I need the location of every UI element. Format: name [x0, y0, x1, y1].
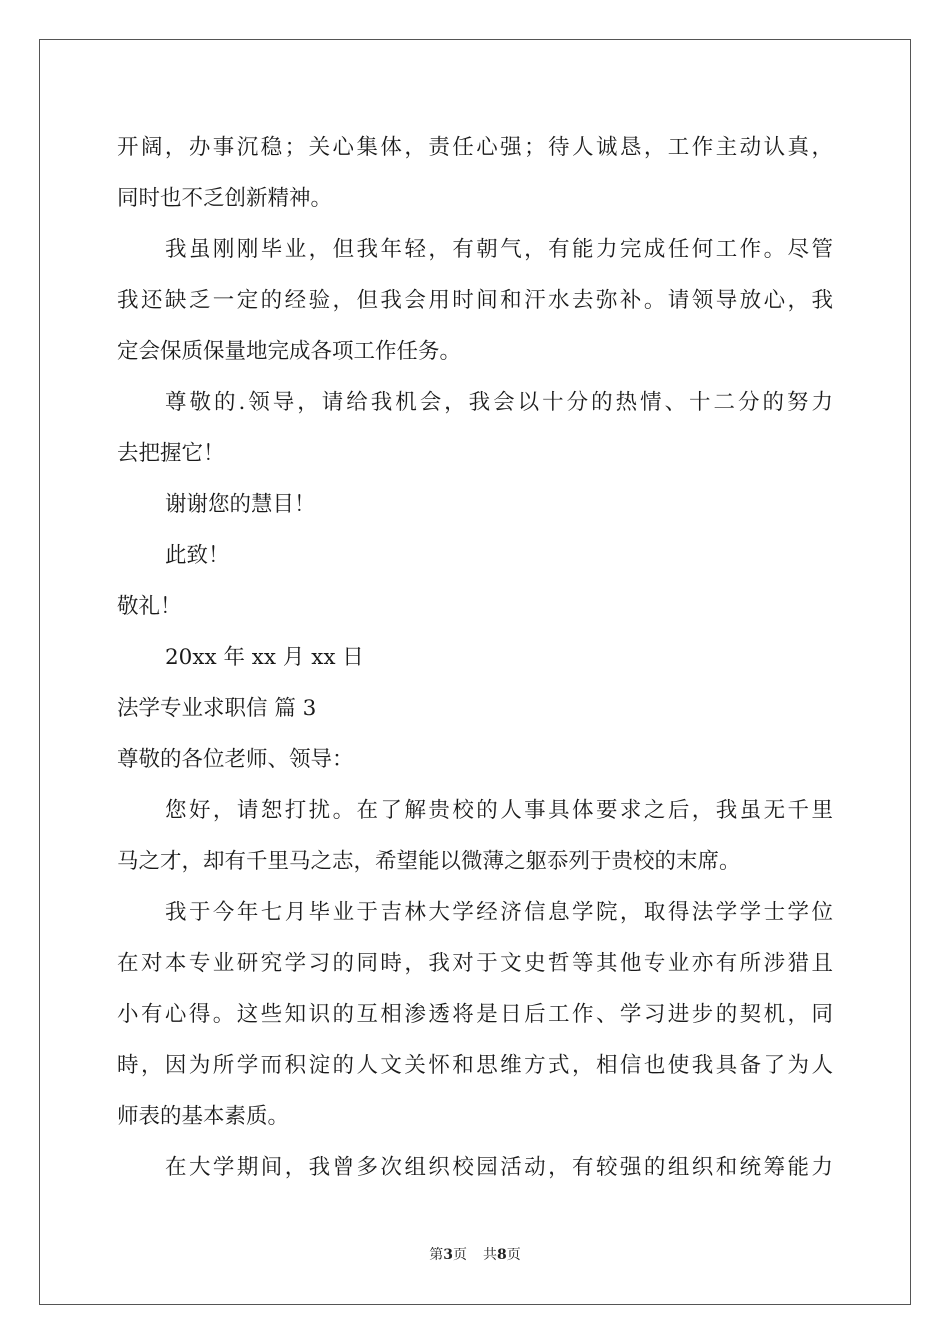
page-suffix: 页: [453, 1247, 467, 1263]
total-prefix: 共: [483, 1247, 497, 1263]
text-line: 定会保质保量地完成各项工作任务。: [117, 339, 462, 364]
text-line: 去把握它！: [117, 441, 225, 466]
text-line: 马之才，却有千里马之志，希望能以微薄之躯忝列于贵校的末席。: [117, 849, 741, 874]
text-line: 我还缺乏一定的经验，但我会用时间和汗水去弥补。请领导放心，我: [117, 288, 833, 313]
salutation-line: 敬礼！: [117, 594, 182, 619]
greeting-line: 尊敬的各位老师、领导：: [117, 747, 354, 772]
date-line: 20xx 年 xx 月 xx 日: [165, 645, 364, 670]
total-pages: 8: [497, 1247, 507, 1263]
paragraph-start-line: 在大学期间，我曾多次组织校园活动，有较强的组织和统筹能力: [165, 1155, 833, 1180]
paragraph-start-line: 尊敬的.领导，请给我机会，我会以十分的热情、十二分的努力: [165, 390, 833, 415]
text-line: 师表的基本素质。: [117, 1104, 290, 1129]
text-line: 時，因为所学而积淀的人文关怀和思维方式，相信也使我具备了为人: [117, 1053, 833, 1078]
page-footer: [0, 1246, 950, 1264]
section-heading: 法学专业求职信 篇 3: [117, 696, 317, 721]
paragraph-start-line: 您好，请恕打扰。在了解贵校的人事具体要求之后，我虽无千里: [165, 798, 833, 823]
closing-line: 此致！: [165, 543, 230, 568]
paragraph-start-line: 我虽刚刚毕业，但我年轻，有朝气，有能力完成任何工作。尽管: [165, 237, 833, 262]
text-line: 同时也不乏创新精神。: [117, 186, 333, 211]
page-prefix: 第: [429, 1247, 444, 1263]
letter-body: [117, 122, 833, 1193]
total-suffix: 页: [506, 1247, 521, 1263]
page-number: 3: [443, 1247, 453, 1263]
paragraph-start-line: 我于今年七月毕业于吉林大学经济信息学院，取得法学学士学位: [165, 900, 833, 925]
text-line: 小有心得。这些知识的互相渗透将是日后工作、学习进步的契机，同: [117, 1002, 833, 1027]
text-line: 在对本专业研究学习的同時，我对于文史哲等其他专业亦有所涉猎且: [117, 951, 833, 976]
thanks-line: 谢谢您的慧目！: [165, 492, 316, 517]
text-line: 开阔，办事沉稳；关心集体，责任心强；待人诚恳，工作主动认真，: [117, 135, 833, 160]
